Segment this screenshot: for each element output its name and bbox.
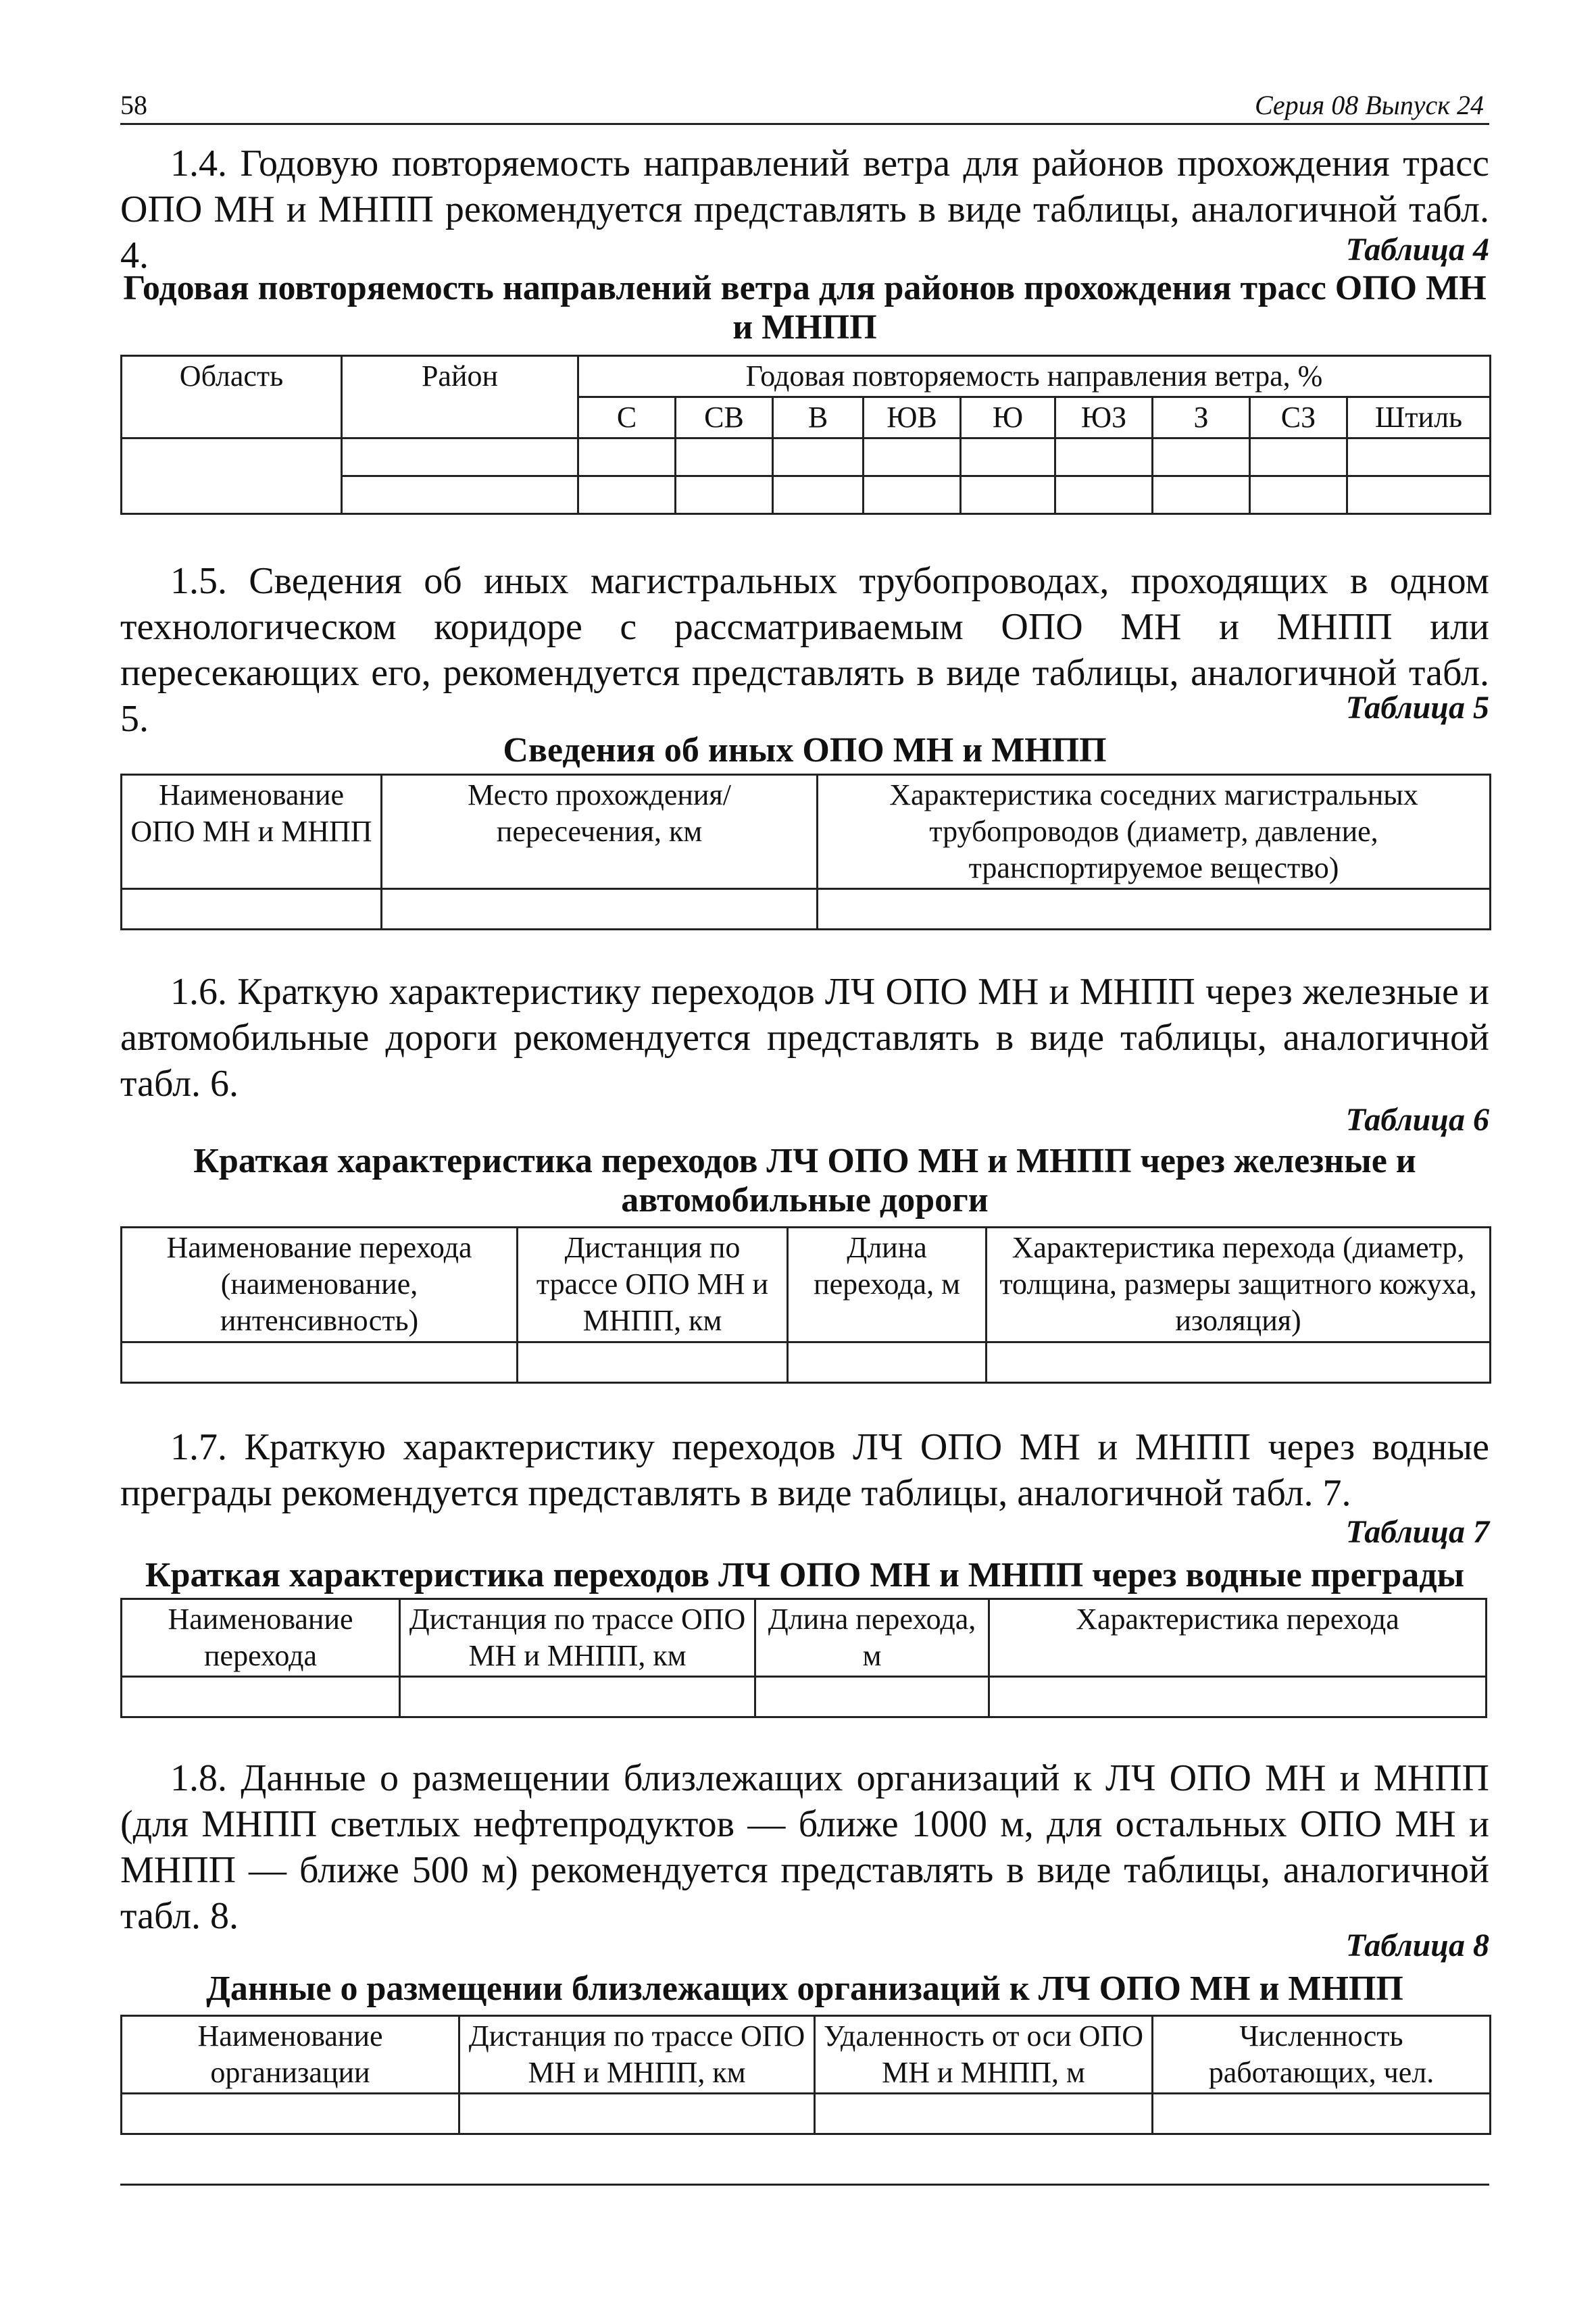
table-4-title: Годовая повторяемость направлений ветра для районов прохождения трасс ОПО МН и МНПП [123, 269, 1487, 347]
table-4-header-dir-calm: Штиль [1347, 397, 1491, 438]
table-4-header-dir-sw: ЮЗ [1055, 397, 1153, 438]
table-6-header-name: Наименование перехода (наименование, интенсивность) [122, 1228, 518, 1342]
paragraph-1-7: 1.7. Краткую характеристику переходов ЛЧ ОПО МН и МНПП через водные преграды рекомендуется представлять в виде таблицы, аналогичной табл. 7. [120, 1426, 1489, 1514]
paragraph-1-6: 1.6. Краткую характеристику переходов ЛЧ ОПО МН и МНПП через железные и автомобильные дороги рекомендуется представлять в виде таблицы, аналогичной табл. 6. [120, 971, 1489, 1105]
table-8-header-staff: Численность работающих, чел. [1153, 2016, 1491, 2094]
table-5 [120, 774, 1491, 930]
table-row [122, 1342, 1491, 1383]
table-row [122, 889, 1491, 930]
table-4-label: Таблица 4 [1345, 232, 1489, 268]
page-number: 58 [120, 90, 147, 120]
paragraph-1-8: 1.8. Данные о размещении близлежащих организаций к ЛЧ ОПО МН и МНПП (для МНПП светлых нефтепродуктов — ближе 1000 м, для остальных ОПО МН и МНПП — ближе 500 м) рекомендуется представлять в виде таблицы, аналогичной табл. 8. [120, 1757, 1489, 1937]
paragraph-1-5: 1.5. Сведения об иных магистральных трубопроводах, проходящих в одном технологическом коридоре с рассматриваемым ОПО МН и МНПП или пересекающих его, рекомендуется представлять в виде таблицы, аналогичной табл. 5. [120, 560, 1489, 740]
footer-rule [120, 2184, 1489, 2186]
table-4-header-dir-w: З [1153, 397, 1250, 438]
table-6-title: Краткая характеристика переходов ЛЧ ОПО МН и МНПП через железные и автомобильные дороги [193, 1142, 1416, 1219]
table-5-header-characteristics: Характеристика соседних магистральных трубопроводов (диаметр, давление, транспортируемое вещество) [818, 775, 1491, 889]
table-row [122, 2094, 1491, 2134]
table-4 [120, 355, 1491, 515]
table-4-header-dir-se: ЮВ [864, 397, 961, 438]
table-8-header-name: Наименование организации [122, 2016, 459, 2094]
page-header [120, 80, 1489, 125]
table-6-label: Таблица 6 [1345, 1102, 1489, 1138]
table-7-title: Краткая характеристика переходов ЛЧ ОПО МН и МНПП через водные преграды [145, 1556, 1465, 1594]
table-6 [120, 1226, 1491, 1384]
table-5-header-location: Место прохождения/ пересечения, км [382, 775, 818, 889]
table-8 [120, 2015, 1491, 2135]
table-4-header-district: Район [342, 356, 578, 438]
table-4-header-dir-nw: СЗ [1250, 397, 1347, 438]
table-5-label: Таблица 5 [1345, 690, 1489, 726]
table-8-label: Таблица 8 [1345, 1928, 1489, 1963]
table-5-header-name: Наименование ОПО МН и МНПП [122, 775, 382, 889]
series-label: Серия 08 Выпуск 24 [1254, 90, 1484, 120]
table-4-header-dir-s: Ю [961, 397, 1055, 438]
table-cell [122, 438, 342, 514]
table-7-header-length: Длина перехода, м [755, 1599, 989, 1677]
table-4-header-dir-e: В [773, 397, 864, 438]
paragraph-1-4: 1.4. Годовую повторяемость направлений ветра для районов прохождения трасс ОПО МН и МНПП рекомендуется представлять в виде таблицы, аналогичной табл. 4. [120, 143, 1489, 276]
table-6-header-characteristics: Характеристика перехода (диаметр, толщина, размеры защитного кожуха, изоляция) [987, 1228, 1491, 1342]
table-7-header-distance: Дистанция по трассе ОПО МН и МНПП, км [400, 1599, 755, 1677]
table-row [122, 438, 1491, 476]
table-4-header-region: Область [122, 356, 342, 438]
table-8-header-distance: Дистанция по трассе ОПО МН и МНПП, км [459, 2016, 815, 2094]
table-7-header-characteristics: Характеристика перехода [989, 1599, 1487, 1677]
table-row [122, 1677, 1487, 1717]
table-6-header-length: Длина перехода, м [788, 1228, 987, 1342]
table-7-header-name: Наименование перехода [122, 1599, 400, 1677]
table-4-header-dir-n: С [578, 397, 676, 438]
table-8-header-offset: Удаленность от оси ОПО МН и МНПП, м [815, 2016, 1153, 2094]
table-5-title: Сведения об иных ОПО МН и МНПП [503, 731, 1107, 770]
table-6-header-distance: Дистанция по трассе ОПО МН и МНПП, км [518, 1228, 788, 1342]
table-7-label: Таблица 7 [1345, 1514, 1489, 1550]
table-4-header-dir-ne: СВ [676, 397, 773, 438]
table-8-title: Данные о размещении близлежащих организаций к ЛЧ ОПО МН и МНПП [206, 1969, 1403, 2008]
table-7 [120, 1598, 1487, 1718]
table-4-header-frequency: Годовая повторяемость направления ветра, % [578, 356, 1491, 397]
